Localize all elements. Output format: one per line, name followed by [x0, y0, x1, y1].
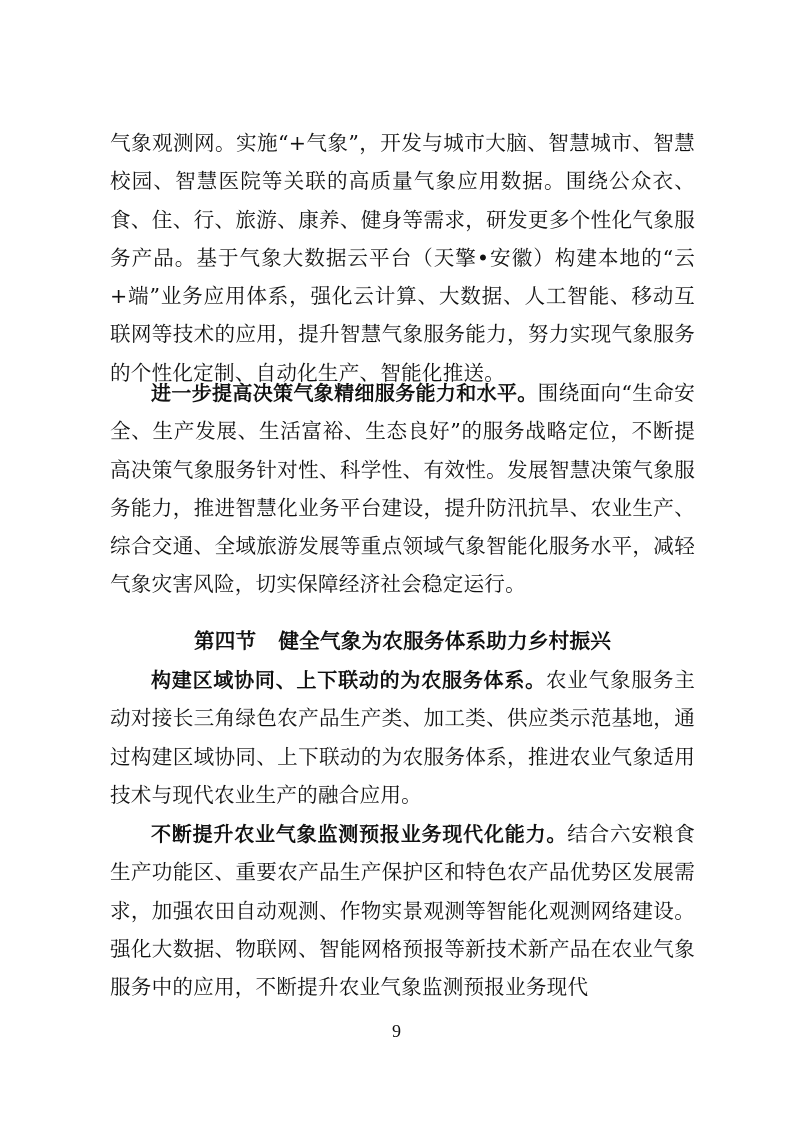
paragraph-4-text: 结合六安粮食生产功能区、重要农产品生产保护区和特色农产品优势区发展需求，加强农田自动观测、作物实景观测等智能化观测网络建设。强化大数据、物联网、智能网格预报等新技术新产品在农业气象服务中的应用，不断提升农业气象监测预报业务现代: [110, 822, 695, 1000]
section-title: 健全气象为农服务体系助力乡村振兴: [278, 629, 612, 653]
paragraph-3-text: 农业气象服务主动对接长三角绿色农产品生产类、加工类、供应类示范基地，通过构建区域协同、上下联动的为农服务体系，推进农业气象适用技术与现代农业生产的融合应用。: [110, 668, 695, 807]
section-heading: [110, 626, 695, 656]
paragraph-2-text: 围绕面向“生命安全、生产发展、生活富裕、生态良好”的服务战略定位，不断提高决策气象服务针对性、科学性、有效性。发展智慧决策气象服务能力，推进智慧化业务平台建设，提升防汛抗旱、农业生产、综合交通、全域旅游发展等重点领域气象智能化服务水平，减轻气象灾害风险，切实保障经济社会稳定运行。: [110, 381, 695, 597]
body-paragraph-1: [110, 124, 695, 392]
section-number: 第四节: [193, 629, 257, 653]
body-paragraph-3: [110, 661, 695, 814]
paragraph-1-text: 气象观测网。实施“+气象”，开发与城市大脑、智慧城市、智慧校园、智慧医院等关联的高质量气象应用数据。围绕公众衣、食、住、行、旅游、康养、健身等需求，研发更多个性化气象服务产品。基于气象大数据云平台（天擎•安徽）构建本地的“云+端”业务应用体系，强化云计算、大数据、人工智能、移动互联网等技术的应用，提升智慧气象服务能力，努力实现气象服务的个性化定制、自动化生产、智能化推送。: [110, 131, 695, 385]
paragraph-2-lead: 进一步提高决策气象精细服务能力和水平。: [151, 381, 538, 405]
body-paragraph-2: [110, 374, 695, 604]
paragraph-3-lead: 构建区域协同、上下联动的为农服务体系。: [151, 668, 546, 692]
paragraph-4-lead: 不断提升农业气象监测预报业务现代化能力。: [151, 822, 568, 846]
page-number: 9: [392, 1021, 401, 1041]
body-paragraph-4: [110, 815, 695, 1006]
